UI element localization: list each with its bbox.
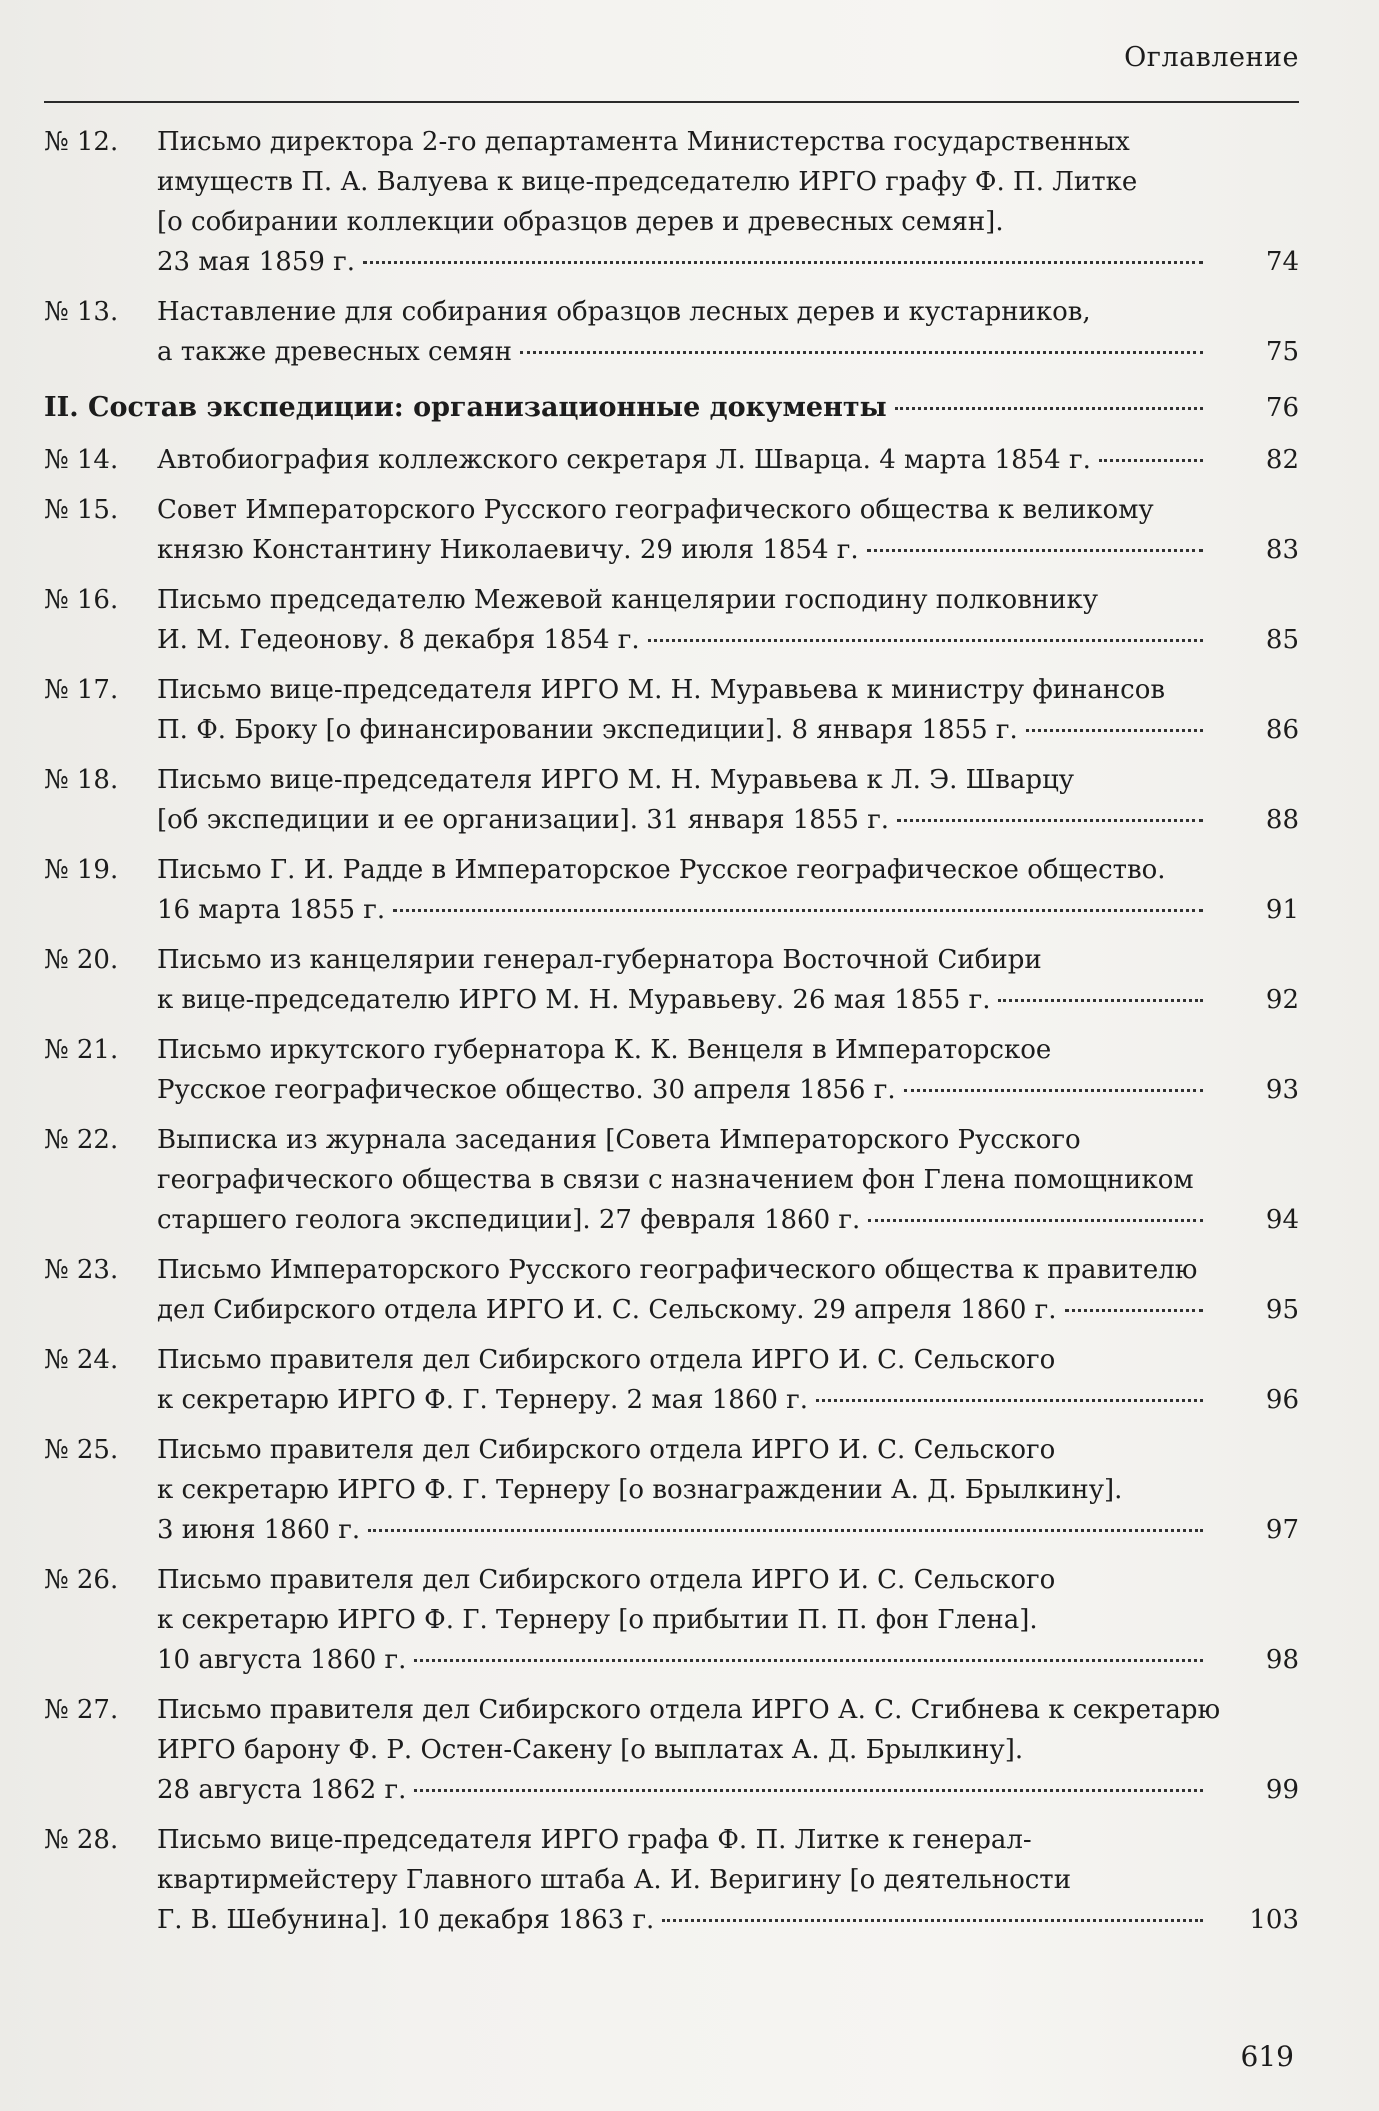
dot-leader	[1026, 729, 1203, 732]
dot-leader	[998, 999, 1203, 1002]
toc-entry	[44, 760, 1299, 840]
toc-page-number: 96	[1265, 1385, 1299, 1415]
toc-page-number: 76	[1265, 393, 1299, 423]
toc-entry	[44, 670, 1299, 750]
toc-entry-number: № 24.	[44, 1345, 119, 1375]
toc-page-number: 103	[1249, 1905, 1299, 1935]
toc-entry-line: ИРГО барону Ф. Р. Остен-Сакену [о выплатах А. Д. Брылкину].	[157, 1735, 1024, 1765]
toc-entry	[44, 850, 1299, 930]
toc-page-number: 74	[1265, 247, 1299, 277]
toc-entry-number: № 26.	[44, 1565, 119, 1595]
toc-page-number: 88	[1265, 805, 1299, 835]
dot-leader	[368, 1529, 1203, 1532]
dot-leader	[867, 549, 1203, 552]
toc-page-number: 83	[1265, 535, 1299, 565]
toc-entry-line: [об экспедиции и ее организации]. 31 января 1855 г.	[157, 805, 890, 835]
dot-leader	[1065, 1309, 1203, 1312]
toc-page-number: 95	[1265, 1295, 1299, 1325]
toc-entry-line: 10 августа 1860 г.	[157, 1645, 407, 1675]
toc-page-number: 98	[1265, 1645, 1299, 1675]
toc-entry-line: Выписка из журнала заседания [Совета Императорского Русского	[157, 1125, 1081, 1155]
toc-entry-number: № 16.	[44, 585, 119, 615]
toc-entry-line: Письмо правителя дел Сибирского отдела ИРГО И. С. Сельского	[157, 1435, 1056, 1465]
toc-entry-line: Письмо правителя дел Сибирского отдела ИРГО И. С. Сельского	[157, 1565, 1056, 1595]
toc-page-number: 92	[1265, 985, 1299, 1015]
toc-entry-line: Письмо иркутского губернатора К. К. Венцеля в Императорское	[157, 1035, 1052, 1065]
toc-entry	[44, 1340, 1299, 1420]
toc-page-number: 86	[1265, 715, 1299, 745]
toc-entry-number: № 14.	[44, 445, 119, 475]
dot-leader	[1099, 459, 1203, 462]
toc-entry-line: 3 июня 1860 г.	[157, 1515, 361, 1545]
toc-entry-line: Письмо вице-председателя ИРГО М. Н. Муравьева к министру финансов	[157, 675, 1166, 705]
toc-entry-number: № 25.	[44, 1435, 119, 1465]
dot-leader	[897, 819, 1203, 822]
toc-page-number: 94	[1265, 1205, 1299, 1235]
toc-entry-line: II. Состав экспедиции: организационные документы	[44, 392, 887, 423]
toc-entry	[44, 1120, 1299, 1240]
dot-leader	[414, 1659, 1203, 1662]
toc-entry-line: Письмо председателю Межевой канцелярии господину полковнику	[157, 585, 1099, 615]
toc-entry-number: № 27.	[44, 1695, 119, 1725]
toc-entry-line: Письмо Императорского Русского географического общества к правителю	[157, 1255, 1198, 1285]
toc-entry-line: князю Константину Николаевичу. 29 июля 1854 г.	[157, 535, 859, 565]
toc-entry	[44, 122, 1299, 282]
toc-entry-line: к секретарю ИРГО Ф. Г. Тернеру [о прибытии П. П. фон Глена].	[157, 1605, 1038, 1635]
toc-entry-line: Письмо вице-председателя ИРГО М. Н. Муравьева к Л. Э. Шварцу	[157, 765, 1075, 795]
toc-entry-line: 23 мая 1859 г.	[157, 247, 356, 277]
toc-page-number: 97	[1265, 1515, 1299, 1545]
toc-entry-line: Письмо правителя дел Сибирского отдела ИРГО А. С. Сгибнева к секретарю	[157, 1695, 1221, 1725]
toc-entry-line: Г. В. Шебунина]. 10 декабря 1863 г.	[157, 1905, 655, 1935]
dot-leader	[662, 1919, 1203, 1922]
toc-entry-line: географического общества в связи с назначением фон Глена помощником	[157, 1165, 1194, 1195]
toc-entry-number: № 12.	[44, 127, 119, 157]
toc-entry-line: Русское географическое общество. 30 апреля 1856 г.	[157, 1075, 896, 1105]
toc-entry	[44, 1030, 1299, 1110]
toc-entry	[44, 1560, 1299, 1680]
toc-entry-line: Письмо вице-председателя ИРГО графа Ф. П. Литке к генерал-	[157, 1825, 1032, 1855]
toc-page-number: 99	[1265, 1775, 1299, 1805]
toc-entry-number: № 19.	[44, 855, 119, 885]
dot-leader	[904, 1089, 1203, 1092]
toc-entry-line: к секретарю ИРГО Ф. Г. Тернеру [о вознаграждении А. Д. Брылкину].	[157, 1475, 1123, 1505]
toc-entry-line: Письмо Г. И. Радде в Императорское Русское географическое общество.	[157, 855, 1166, 885]
toc-entry	[44, 490, 1299, 570]
toc-page-number: 91	[1265, 895, 1299, 925]
toc-entry-line: старшего геолога экспедиции]. 27 февраля 1860 г.	[157, 1205, 861, 1235]
toc-entry	[44, 292, 1299, 372]
toc-entry-line: 16 марта 1855 г.	[157, 895, 386, 925]
header-rule	[44, 101, 1299, 103]
toc-entry-line: Совет Императорского Русского географического общества к великому	[157, 495, 1154, 525]
page-number: 619	[1240, 2040, 1294, 2073]
toc-entry-line: к вице-председателю ИРГО М. Н. Муравьеву. 26 мая 1855 г.	[157, 985, 991, 1015]
toc-entry-line: И. М. Гедеонову. 8 декабря 1854 г.	[157, 625, 640, 655]
toc-entry-line: к секретарю ИРГО Ф. Г. Тернеру. 2 мая 1860 г.	[157, 1385, 809, 1415]
toc-page-number: 93	[1265, 1075, 1299, 1105]
toc-entry-line: 28 августа 1862 г.	[157, 1775, 407, 1805]
dot-leader	[414, 1789, 1203, 1792]
dot-leader	[895, 407, 1203, 410]
toc-entry	[44, 940, 1299, 1020]
dot-leader	[648, 639, 1203, 642]
toc-entry-line: Письмо правителя дел Сибирского отдела ИРГО И. С. Сельского	[157, 1345, 1056, 1375]
dot-leader	[868, 1219, 1203, 1222]
dot-leader	[816, 1399, 1203, 1402]
toc-page-number: 85	[1265, 625, 1299, 655]
toc-entry-number: № 22.	[44, 1125, 119, 1155]
toc-entry-line: Автобиография коллежского секретаря Л. Шварца. 4 марта 1854 г.	[157, 445, 1091, 475]
toc-entry-number: № 21.	[44, 1035, 119, 1065]
toc-entry-line: а также древесных семян	[157, 337, 512, 367]
toc-section-heading	[44, 388, 1299, 428]
toc-entry	[44, 580, 1299, 660]
dot-leader	[520, 351, 1203, 354]
dot-leader	[363, 261, 1203, 264]
toc-entry-line: [о собирании коллекции образцов дерев и древесных семян].	[157, 207, 1004, 237]
toc-entry-number: № 18.	[44, 765, 119, 795]
table-of-contents	[44, 122, 1299, 1950]
toc-entry-number: № 13.	[44, 297, 119, 327]
toc-entry	[44, 440, 1299, 480]
toc-entry-line: Письмо директора 2-го департамента Министерства государственных	[157, 127, 1130, 157]
toc-entry-line: Письмо из канцелярии генерал-губернатора Восточной Сибири	[157, 945, 1042, 975]
toc-entry-line: Наставление для собирания образцов лесных дерев и кустарников,	[157, 297, 1091, 327]
dot-leader	[393, 909, 1203, 912]
toc-entry-line: П. Ф. Броку [о финансировании экспедиции]. 8 января 1855 г.	[157, 715, 1018, 745]
toc-entry	[44, 1250, 1299, 1330]
toc-entry-number: № 23.	[44, 1255, 119, 1285]
toc-entry	[44, 1820, 1299, 1940]
toc-entry-line: дел Сибирского отдела ИРГО И. С. Сельскому. 29 апреля 1860 г.	[157, 1295, 1057, 1325]
toc-entry	[44, 1430, 1299, 1550]
toc-page-number: 82	[1265, 445, 1299, 475]
toc-entry	[44, 1690, 1299, 1810]
toc-entry-number: № 20.	[44, 945, 119, 975]
toc-entry-line: квартирмейстеру Главного штаба А. И. Веригину [о деятельности	[157, 1865, 1072, 1895]
toc-page-number: 75	[1265, 337, 1299, 367]
toc-entry-number: № 17.	[44, 675, 119, 705]
toc-entry-line: имуществ П. А. Валуева к вице-председателю ИРГО графу Ф. П. Литке	[157, 167, 1138, 197]
toc-entry-number: № 15.	[44, 495, 119, 525]
toc-entry-number: № 28.	[44, 1825, 119, 1855]
running-header: Оглавление	[1124, 42, 1299, 73]
